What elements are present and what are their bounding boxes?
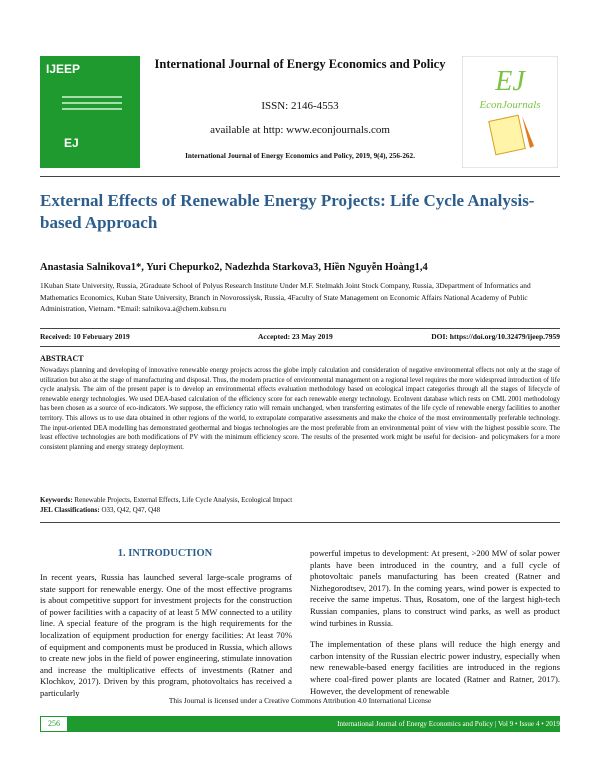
body-column-left: In recent years, Russia has launched several large-scale programs of state support for renewable energy. One of the most effective programs is about competitive support for investment projects for the construction of power facilities with a capacity of at least 5 MW connected to a utility line. A special feature of the program is the high requirements for the localization of equipment production for energy facilities: At least 70% of equipment and components must be produced in Russia, which allows to create new jobs in the field of power engineering, stimulate innovation and increase the multiplicative effects of investments (Ratner and Klochkov, 2017). Driven by this program, photovoltaics has received a particularly — [40, 572, 293, 698]
divider — [40, 328, 560, 329]
jel-label: JEL Classifications: — [40, 505, 100, 514]
logo-text: EconJournals — [479, 99, 541, 111]
accepted-date: Accepted: 23 May 2019 — [258, 332, 333, 341]
article-title: External Effects of Renewable Energy Projects: Life Cycle Analysis-based Approach — [40, 191, 535, 232]
abstract-text: Nowadays planning and developing of innovative renewable energy projects across the globe imply calculation and consideration of negative environmental effects not only at the stage of utilization but also at the stage of manufacturing and disposal. Thus, the modern practice of environmental management on a regional level requires the more widespread introduction of life cycle analysis. The aim of the present paper is to develop an environmental effects evaluation methodology based on ecological impact categories through all the stages of lifecycle of renewable energy technologies. We used DEA-based calculation of the efficiency score for each renewable energy technology. EcoInvent database which rests on CML 2001 methodology has been chosen as a source of eco-indicators. We suppose, the efficiency ratio will remain unchanged, when transferring estimates of the life cycle of renewable energy facilities to another territory. This allows us to use data obtained in other regions of the world, to extrapolate comparative assessments and make the choice of the most environmentally preferable technology. The input-oriented DEA modelling has demonstrated geothermal and biogas technologies are the most preferable from an environmental point of view with the highest possible score. The least effective technologies are both modifications of PV with the minimum efficiency score. The results of the presented work might be useful for decision- and policymakers for a more consistent planning and energy strategy deployment. — [40, 367, 560, 451]
keywords-label: Keywords: — [40, 496, 73, 504]
divider — [40, 522, 560, 523]
cover-decoration — [62, 96, 122, 114]
availability-link[interactable]: available at http: www.econjournals.com — [210, 124, 390, 136]
jel-codes: O33, Q42, Q47, Q48 — [101, 505, 161, 514]
received-date: Received: 10 February 2019 — [40, 332, 130, 341]
dates-row — [40, 332, 560, 344]
citation: International Journal of Energy Economics and Policy, 2019, 9(4), 256-262. — [185, 152, 415, 160]
keywords: Renewable Projects, External Effects, Life Cycle Analysis, Ecological Impact — [74, 496, 293, 504]
affiliations: 1Kuban State University, Russia, 2Graduate School of Polyus Research Institute Under M.F. Stelmakh Joint Stock Company, Russia, 3Department of Informatics and Mathematics Economics, Kuban State University, Branch in Novorossiysk, Russia, 4Faculty of State Management on Economic Affairs National Academy of Public Administration, Vietnam. *Email: salnikova.a@chem.kubsu.ru — [40, 281, 531, 313]
paragraph: The implementation of these plans will reduce the high energy and carbon intensity of the Russian electric power industry, especially when new renewable-based energy facilities are introduced in the regions where coal-fired power plants are located (Ratner and Ratner, 2017). However, the development of renewable — [310, 639, 560, 696]
section-heading: 1. INTRODUCTION — [117, 548, 213, 559]
keywords-block — [40, 496, 560, 515]
divider — [40, 346, 560, 347]
cover-logo: EJ — [64, 136, 79, 150]
logo-mark: EJ — [495, 66, 525, 97]
body-column-right — [310, 548, 560, 707]
journal-name: International Journal of Energy Economics and Policy — [154, 57, 446, 71]
header-divider — [40, 176, 560, 177]
paragraph: powerful impetus to development: At present, >200 MW of solar power plants have been introduced in the country, and a full cycle of photovoltaic panels manufacturing has been created (Ratner and Nizhegorodtsev, 2017). In the coming years, wind power is expected to receive the same impetus. Thus, Rosatom, one of the largest high-tech Russian companies, plans to construct wind parks, as well as product wind turbines in Russia. — [310, 548, 560, 628]
doi-link[interactable]: DOI: https://doi.org/10.32479/ijeep.7959 — [431, 332, 560, 341]
journal-cover-image — [40, 56, 140, 168]
econjournals-logo — [462, 56, 558, 168]
page-number: 256 — [40, 716, 68, 732]
authors: Anastasia Salnikova1*, Yuri Chepurko2, Nadezhda Starkova3, Hiền Nguyễn Hoàng1,4 — [40, 262, 428, 273]
cover-title: IJEEP — [46, 62, 81, 76]
footer-journal-issue: International Journal of Energy Economics and Policy | Vol 9 • Issue 4 • 2019 — [337, 720, 560, 728]
abstract-heading: ABSTRACT — [40, 354, 84, 363]
issn: ISSN: 2146-4553 — [261, 100, 339, 112]
license-notice: This Journal is licensed under a Creative Commons Attribution 4.0 International License — [168, 696, 432, 705]
